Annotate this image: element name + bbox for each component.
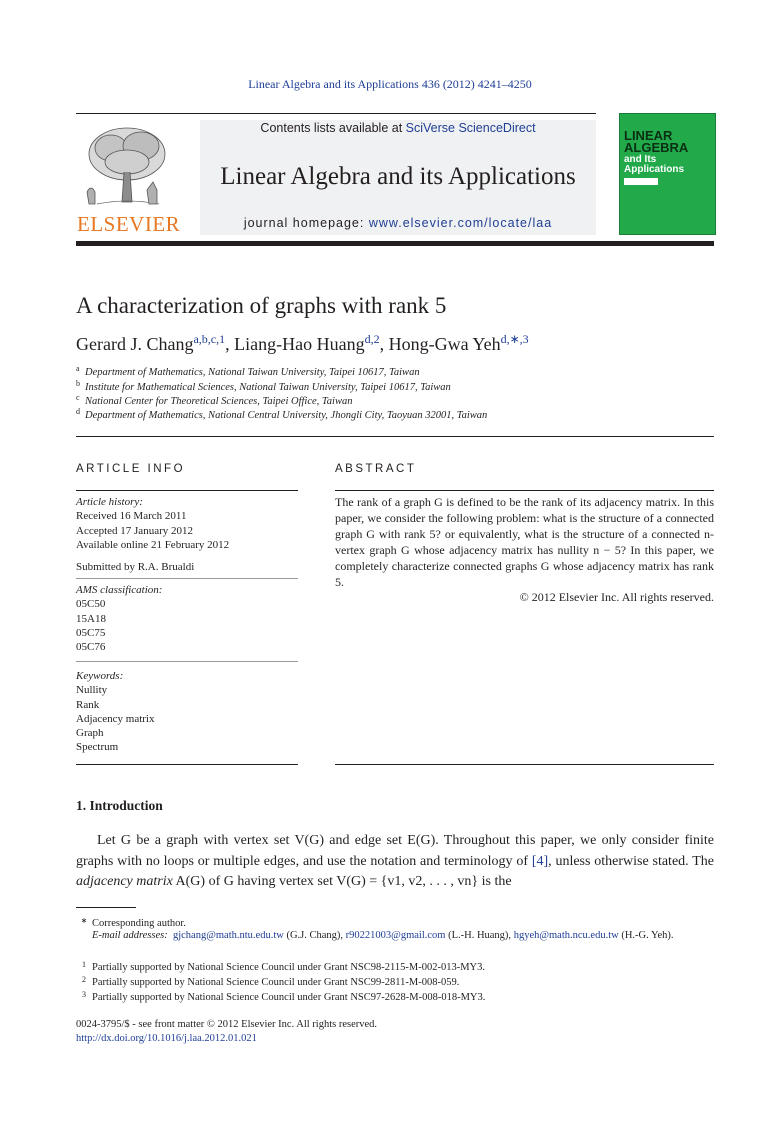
author-name: Gerard J. Chang: [76, 334, 194, 354]
affiliation-text: Institute for Mathematical Sciences, National Taiwan University, Taipei 10617, Taiwan: [85, 382, 451, 393]
elsevier-tree-logo: [77, 122, 177, 212]
author-name: Hong-Gwa Yeh: [388, 334, 501, 354]
cover-label-box: [624, 178, 658, 185]
doi-link[interactable]: http://dx.doi.org/10.1016/j.laa.2012.01.021: [76, 1033, 257, 1044]
introduction-heading: 1. Introduction: [76, 798, 163, 813]
abstract-bottom-rule: [335, 764, 714, 765]
footnote-text: Partially supported by National Science Council under Grant NSC99-2811-M-008-059.: [92, 977, 460, 988]
journal-homepage: [200, 216, 596, 230]
intro-text: Let G be a graph with vertex set V(G) and edge set E(G). Throughout this paper, we only consider finite graphs with no loops or multiple edges, and use the notation and terminology of: [76, 833, 714, 869]
ams-rule: [76, 661, 298, 662]
author-separator: ,: [225, 334, 235, 354]
author-marks[interactable]: a,b,c,1: [193, 332, 226, 346]
ams-label: AMS classification:: [76, 584, 163, 596]
abstract-rule: [335, 490, 714, 491]
keyword: Adjacency matrix: [76, 712, 155, 725]
affiliation-text: Department of Mathematics, National Taiwan University, Taipei 10617, Taiwan: [85, 367, 420, 378]
affiliation-mark: b: [76, 379, 80, 388]
keyword: Nullity: [76, 684, 108, 697]
intro-text: A(G) of G having vertex set V(G) = {v1, v2, . . . , vn} is the: [172, 874, 512, 889]
author-marks[interactable]: d,2: [364, 332, 380, 346]
ams-code: 05C75: [76, 626, 106, 639]
journal-name: Linear Algebra and its Applications: [220, 163, 576, 190]
footnote-text: Partially supported by National Science Council under Grant NSC98-2115-M-002-013-MY3.: [92, 962, 486, 973]
history-label: Article history:: [76, 496, 143, 508]
cover-title-line: LINEAR: [624, 128, 673, 143]
cover-title-line: ALGEBRA: [624, 140, 689, 155]
author-separator: ,: [379, 334, 389, 354]
article-info-rule: [76, 490, 298, 491]
footnote-text: Partially supported by National Science Council under Grant NSC97-2628-M-008-018-MY3.: [92, 992, 486, 1003]
asterisk-mark: ∗: [80, 916, 88, 925]
email-link[interactable]: gjchang@math.ntu.edu.tw: [172, 930, 284, 941]
abstract-copyright: © 2012 Elsevier Inc. All rights reserved.: [519, 590, 714, 604]
affiliations-rule: [76, 436, 714, 437]
cover-subtitle-line: Applications: [624, 164, 685, 175]
author-name: Liang-Hao Huang: [234, 334, 365, 354]
header-bottom-rule: [76, 241, 714, 246]
affiliation-mark: c: [76, 393, 80, 402]
homepage-link[interactable]: www.elsevier.com/locate/laa: [368, 216, 553, 230]
paper-title: A characterization of graphs with rank 5: [76, 293, 447, 318]
footnote-mark: 1: [82, 960, 86, 969]
elsevier-wordmark[interactable]: ELSEVIER: [77, 212, 181, 236]
intro-term: adjacency matrix: [76, 874, 173, 889]
ams-classification: [76, 583, 298, 654]
email-link[interactable]: hgyeh@math.ncu.edu.tw: [513, 930, 619, 941]
keyword: Rank: [76, 698, 100, 711]
affiliation: [76, 379, 451, 393]
affiliation-text: Department of Mathematics, National Central University, Jhongli City, Taoyuan 32001, Taiwan: [85, 410, 488, 421]
ams-code: 05C76: [76, 641, 106, 654]
contents-prefix: Contents lists available at: [260, 121, 406, 135]
cover-subtitle: [624, 155, 684, 175]
citation-link[interactable]: [4]: [531, 853, 549, 869]
submitted-rule: [76, 578, 298, 579]
header-top-rule: [76, 113, 596, 114]
issn-line: 0024-3795/$ - see front matter © 2012 Elsevier Inc. All rights reserved.: [76, 1019, 378, 1030]
email-label: E-mail addresses:: [92, 930, 168, 941]
journal-citation[interactable]: Linear Algebra and its Applications 436 (2012) 4241–4250: [248, 77, 532, 91]
footnote-rule: [76, 907, 136, 908]
footnote-mark: 3: [82, 990, 86, 999]
keywords: [76, 669, 298, 755]
contents-line: [200, 121, 596, 135]
footnote-mark: 2: [82, 975, 86, 984]
article-info-bottom-rule: [76, 764, 298, 765]
abstract-heading: ABSTRACT: [335, 463, 417, 475]
author-list: [76, 332, 529, 355]
submitted-by: Submitted by R.A. Brualdi: [76, 561, 195, 573]
cover-subtitle-line: and Its: [624, 154, 657, 165]
email-owner: (H.-G. Yeh).: [618, 930, 674, 941]
email-link[interactable]: r90221003@gmail.com: [345, 930, 446, 941]
article-info-heading: ARTICLE INFO: [76, 463, 186, 475]
history-line: Accepted 17 January 2012: [76, 524, 193, 537]
sciencedirect-link[interactable]: SciVerse ScienceDirect: [405, 121, 536, 135]
affiliation: [76, 364, 420, 378]
keyword: Spectrum: [76, 741, 119, 754]
affiliation-mark: a: [76, 364, 80, 373]
cover-title: [624, 130, 688, 154]
history-line: Available online 21 February 2012: [76, 538, 230, 551]
history-line: Received 16 March 2011: [76, 510, 187, 523]
homepage-prefix: journal homepage:: [243, 216, 369, 230]
corresponding-text: Corresponding author.: [92, 918, 186, 929]
email-owner: (G.J. Chang),: [283, 930, 346, 941]
ams-code: 15A18: [76, 612, 106, 625]
affiliation-mark: d: [76, 407, 80, 416]
keyword: Graph: [76, 727, 104, 740]
article-history: [76, 495, 298, 552]
email-owner: (L.-H. Huang),: [445, 930, 514, 941]
intro-text: , unless otherwise stated. The: [548, 853, 714, 869]
affiliation-text: National Center for Theoretical Sciences, Taipei Office, Taiwan: [85, 396, 353, 407]
affiliation: [76, 393, 352, 407]
abstract-text: The rank of a graph G is defined to be the rank of its adjacency matrix. In this paper, we consider the following problem: what is the structure of a connected graph G with rank 5? or equivalently, what is the structure of a connected n-vertex graph G whose adjacency matrix has nullity n − 5? In this paper, we completely characterize connected graphs G whose adjacency matrix has rank 5.: [335, 495, 714, 589]
keywords-label: Keywords:: [76, 670, 124, 682]
author-marks[interactable]: d,∗,3: [500, 332, 529, 346]
footnote-grant: [76, 988, 714, 1005]
ams-code: 05C50: [76, 598, 106, 611]
footnote-emails: [76, 929, 714, 943]
introduction-body: [76, 831, 714, 893]
affiliation: [76, 407, 487, 421]
